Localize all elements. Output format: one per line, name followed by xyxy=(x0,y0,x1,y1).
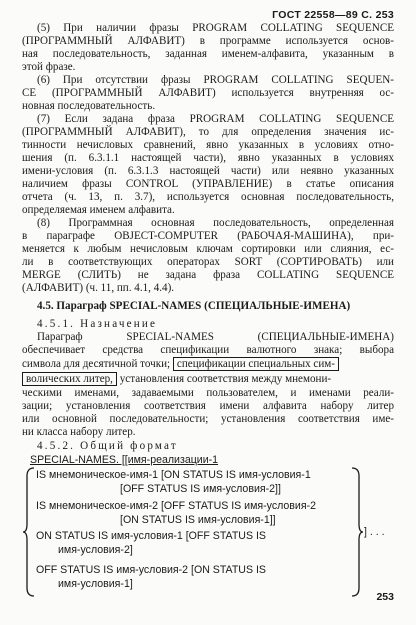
text-line: (АЛФАВИТ) (ч. 11, пп. 4.1, 4.4). xyxy=(22,282,175,294)
left-brace xyxy=(22,466,36,598)
text-line: (ПРОГРАММНЫЙ АЛФАВИТ) в программе используется основ- xyxy=(22,35,394,47)
right-brace xyxy=(350,466,364,598)
text-line: имени-условия (п. 6.3.1.3 настоящей части) или неявно указанных xyxy=(22,165,394,177)
format-row: IS мнемоническое-имя-2 [OFF STATUS IS имя-условия-2 xyxy=(36,500,317,512)
text-line: (5) При наличии фразы PROGRAM COLLATING SEQUENCE xyxy=(37,22,394,34)
section-title: 4.5. Параграф SPECIAL-NAMES (СПЕЦИАЛЬНЫЕ-ИМЕНА) xyxy=(37,300,351,312)
text-line: ная последовательность, заданная именем-алфавита, указанным в xyxy=(22,48,394,60)
text-line: (ПРОГРАММНЫЙ АЛФАВИТ), то для определения значения ис- xyxy=(22,126,394,138)
text-line: CE (ПРОГРАММНЫЙ АЛФАВИТ) используется внутренняя ос- xyxy=(22,87,394,99)
format-row: IS мнемоническое-имя-1 [ON STATUS IS имя-условия-1 xyxy=(36,469,311,481)
boxed-text: волических литер, xyxy=(22,372,117,386)
text-line: или основной последовательности; установления соответствия име- xyxy=(22,413,394,425)
format-row: имя-условия-2] xyxy=(58,544,133,556)
text-line: обеспечивает средства спецификации валютного знака; выбора xyxy=(22,344,394,356)
text-line: меняется к любым нечисловым ключам сортировки или слияния, ес- xyxy=(22,243,394,255)
text-fragment: символа для десятичной точки; xyxy=(22,358,171,370)
text-line: (8) Программная основная последовательность, определенная xyxy=(37,217,394,229)
text-line: шения (п. 6.3.1.1 настоящей части), явно указанных в условиях xyxy=(22,152,394,164)
text-line xyxy=(22,373,394,386)
subsection-title: 4.5.2. Общий формат xyxy=(37,440,178,452)
text-line: тинности нечисловых сравнений, явно указанных в условиях отно- xyxy=(22,139,394,151)
text-line: в параграфе OBJECT-COMPUTER (РАБОЧАЯ-МАШИНА), при- xyxy=(22,230,394,242)
text-line: MERGE (СЛИТЬ) не задана фраза COLLATING SEQUENCE xyxy=(22,269,394,281)
format-ellipsis: ] . . . xyxy=(364,526,385,538)
format-row: [OFF STATUS IS имя-условия-2]] xyxy=(120,483,281,495)
text-fragment: установления соответствия между мнемони- xyxy=(119,373,332,385)
text-line: определяемая именем алфавита. xyxy=(22,204,175,216)
format-row: OFF STATUS IS имя-условия-2 [ON STATUS IS xyxy=(36,564,266,576)
format-head: SPECIAL-NAMES. [[имя-реализации-1 xyxy=(30,454,219,466)
text-line: наличием фразы CONTROL (УПРАВЛЕНИЕ) в статье описания xyxy=(22,178,394,190)
text-line: (6) При отсутствии фразы PROGRAM COLLATING SEQUEN- xyxy=(37,74,394,86)
page-number: 253 xyxy=(376,591,394,603)
subsection-title: 4.5.1. Назначение xyxy=(37,318,158,330)
format-row: ON STATUS IS имя-условия-1 [OFF STATUS IS xyxy=(36,530,266,542)
boxed-text: спецификации специальных сим- xyxy=(173,357,339,371)
text-line: ческими именами, задаваемыми пользователем, и именами реали- xyxy=(22,387,394,399)
text-line xyxy=(22,358,394,371)
text-line: новная последовательность. xyxy=(22,100,156,112)
text-line: ни класса набору литер. xyxy=(22,426,136,438)
text-line: ли в соответствующих операторах SORT (СОРТИРОВАТЬ) или xyxy=(22,256,394,268)
text-line: зации; установления соответствия имени алфавита набору литер xyxy=(22,400,394,412)
format-row: имя-условия-1] xyxy=(58,578,133,590)
format-row: [ON STATUS IS имя-условия-1]] xyxy=(120,514,276,526)
page-header: ГОСТ 22558—89 С. 253 xyxy=(272,9,394,21)
text-line: Параграф SPECIAL-NAMES (СПЕЦИАЛЬНЫЕ-ИМЕНА) xyxy=(37,331,394,343)
text-line: (7) Если задана фраза PROGRAM COLLATING SEQUENCE xyxy=(37,113,394,125)
text-line: этой фразе. xyxy=(22,61,76,73)
text-line: отчета (ч. 13, п. 3.7), используется основная последовательность, xyxy=(22,191,394,203)
